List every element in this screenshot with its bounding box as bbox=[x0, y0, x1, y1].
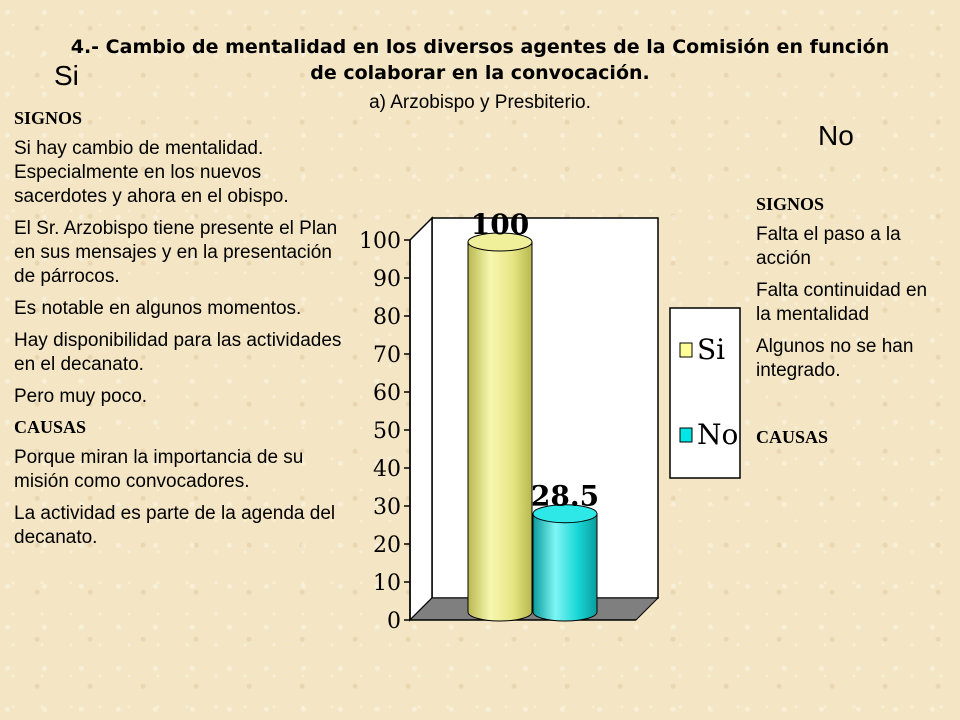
data-label-no: 28.5 bbox=[530, 479, 600, 513]
bar-no bbox=[533, 514, 597, 621]
legend-label-si: Si bbox=[697, 333, 726, 366]
y-tick-label: 50 bbox=[373, 419, 401, 444]
left-causas-heading: CAUSAS bbox=[14, 417, 87, 437]
legend-swatch-no bbox=[680, 428, 692, 442]
left-causa-1: Porque miran la importancia de su misión como convocadores. bbox=[14, 447, 304, 492]
y-tick-label: 10 bbox=[373, 571, 401, 596]
bar-si bbox=[468, 242, 532, 621]
right-signo-1: Falta el paso a la acción bbox=[756, 224, 901, 269]
left-signos-heading: SIGNOS bbox=[14, 108, 83, 128]
left-column bbox=[14, 104, 354, 558]
y-tick-label: 70 bbox=[373, 343, 401, 368]
left-signo-5: Pero muy poco. bbox=[14, 386, 148, 407]
data-label-si: 100 bbox=[470, 208, 530, 241]
legend-label-no: No bbox=[697, 418, 739, 451]
y-tick-label: 80 bbox=[373, 305, 401, 330]
right-causas-heading: CAUSAS bbox=[756, 427, 829, 447]
left-causa-2: La actividad es parte de la agenda del decanato. bbox=[14, 503, 336, 548]
y-tick-label: 100 bbox=[359, 229, 401, 254]
y-tick-label: 30 bbox=[373, 495, 401, 520]
bar-chart bbox=[355, 190, 755, 660]
left-signo-1: Si hay cambio de mentalidad. Especialmente en los nuevos sacerdotes y ahora en el obispo. bbox=[14, 138, 289, 207]
left-signo-3: Es notable en algunos momentos. bbox=[14, 298, 302, 319]
y-tick-label: 40 bbox=[373, 457, 401, 482]
slide-subtitle: a) Arzobispo y Presbiterio. bbox=[369, 92, 591, 113]
right-column bbox=[756, 190, 946, 456]
y-tick-label: 0 bbox=[387, 609, 401, 634]
si-label: Si bbox=[54, 60, 79, 91]
left-signo-4: Hay disponibilidad para las actividades en el decanato. bbox=[14, 330, 342, 375]
y-tick-label: 60 bbox=[373, 381, 401, 406]
right-signo-3: Algunos no se han integrado. bbox=[756, 336, 914, 381]
right-signos-heading: SIGNOS bbox=[756, 194, 825, 214]
y-tick-label: 90 bbox=[373, 267, 401, 292]
left-signo-2: El Sr. Arzobispo tiene presente el Plan en sus mensajes y en la presentación de párrocos. bbox=[14, 218, 338, 287]
legend-swatch-si bbox=[680, 343, 692, 357]
right-signo-2: Falta continuidad en la mentalidad bbox=[756, 280, 928, 325]
y-tick-label: 20 bbox=[373, 533, 401, 558]
slide-title: 4.- Cambio de mentalidad en los diversos agentes de la Comisión en función de colaborar en la convocación. bbox=[70, 36, 890, 84]
no-label: No bbox=[818, 120, 854, 151]
chart-side-wall bbox=[410, 218, 432, 620]
